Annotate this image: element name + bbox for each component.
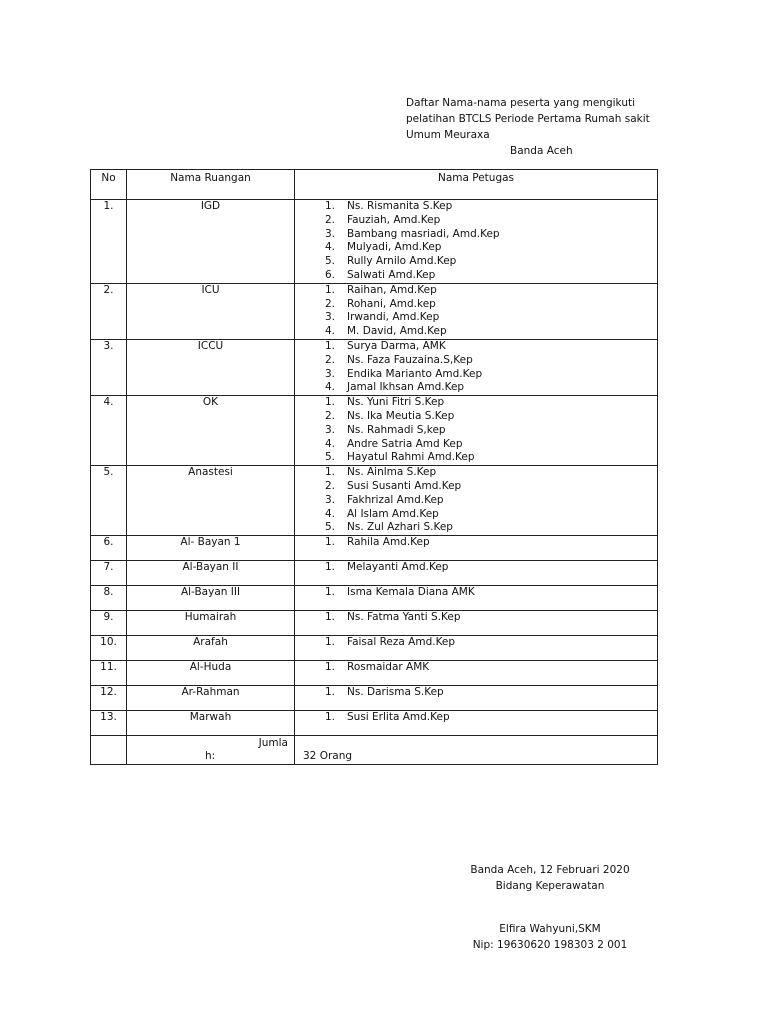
signature-department: Bidang Keperawatan — [495, 880, 605, 892]
signature-block — [440, 862, 660, 953]
row-number: 6. — [91, 536, 127, 561]
staff-list — [295, 396, 657, 465]
staff-list-item — [325, 368, 657, 382]
staff-list-item — [325, 561, 657, 575]
staff-name: Fauziah, Amd.Kep — [347, 213, 441, 226]
total-row — [91, 736, 658, 765]
staff-list-item — [325, 586, 657, 600]
table-row — [91, 636, 658, 661]
table-header-row — [91, 170, 658, 200]
staff-name: Rohani, Amd.kep — [347, 297, 436, 310]
staff-name: Ns. Yuni Fitri S.Kep — [347, 396, 445, 409]
staff-number: 4. — [325, 437, 336, 450]
total-value: 32 Orang — [303, 750, 353, 763]
staff-list — [295, 561, 657, 575]
staff-number: 3. — [325, 311, 336, 324]
staff-list-item — [325, 325, 657, 339]
staff-number: 2. — [325, 353, 336, 366]
staff-number: 5. — [325, 521, 336, 534]
row-number: 11. — [91, 661, 127, 686]
staff-number: 1. — [325, 636, 336, 649]
staff-name: Rosmaidar AMK — [347, 661, 430, 674]
staff-list-item — [325, 636, 657, 650]
staff-list-item — [325, 424, 657, 438]
staff-number: 5. — [325, 451, 336, 464]
staff-number: 1. — [325, 561, 336, 574]
staff-list-item — [325, 661, 657, 675]
staff-list — [295, 536, 657, 550]
staff-cell — [295, 611, 658, 636]
staff-list-item — [325, 241, 657, 255]
staff-number: 4. — [325, 507, 336, 520]
staff-cell — [295, 339, 658, 395]
staff-number: 3. — [325, 493, 336, 506]
table-row — [91, 661, 658, 686]
staff-list-item — [325, 711, 657, 725]
table-row — [91, 561, 658, 586]
staff-list — [295, 686, 657, 700]
table-row — [91, 466, 658, 536]
table-body — [91, 200, 658, 736]
signature-name: Elfira Wahyuni,SKM — [499, 923, 601, 935]
staff-list-item — [325, 480, 657, 494]
room-name: Humairah — [127, 611, 295, 636]
staff-number: 4. — [325, 325, 336, 338]
staff-name: Mulyadi, Amd.Kep — [347, 241, 442, 254]
room-name: OK — [127, 396, 295, 466]
staff-number: 2. — [325, 479, 336, 492]
staff-number: 6. — [325, 268, 336, 281]
staff-number: 1. — [325, 466, 336, 479]
staff-name: Ns. Fatma Yanti S.Kep — [347, 611, 461, 624]
staff-number: 1. — [325, 396, 336, 409]
row-number: 9. — [91, 611, 127, 636]
staff-list-item — [325, 214, 657, 228]
staff-cell — [295, 686, 658, 711]
row-number: 10. — [91, 636, 127, 661]
staff-list-item — [325, 255, 657, 269]
staff-list-item — [325, 269, 657, 283]
signature-nip: Nip: 19630620 198303 2 001 — [472, 939, 628, 951]
staff-number: 2. — [325, 297, 336, 310]
header-city: Banda Aceh — [510, 145, 573, 157]
row-number: 7. — [91, 561, 127, 586]
room-name: ICU — [127, 283, 295, 339]
staff-number: 1. — [325, 339, 336, 352]
staff-list-item — [325, 354, 657, 368]
row-number: 4. — [91, 396, 127, 466]
staff-cell — [295, 466, 658, 536]
staff-name: Ns. Darisma S.Kep — [347, 686, 444, 699]
table-row — [91, 283, 658, 339]
staff-number: 4. — [325, 241, 336, 254]
staff-list-item — [325, 396, 657, 410]
staff-name: Raihan, Amd.Kep — [347, 283, 437, 296]
room-name: Al-Bayan III — [127, 586, 295, 611]
staff-number: 2. — [325, 213, 336, 226]
staff-name: Faisal Reza Amd.Kep — [347, 636, 456, 649]
table-row — [91, 611, 658, 636]
staff-cell — [295, 396, 658, 466]
room-name: Arafah — [127, 636, 295, 661]
staff-list-item — [325, 381, 657, 395]
total-label-part2: h: — [205, 750, 216, 763]
staff-name: Ns. Ainlma S.Kep — [347, 466, 437, 479]
row-number: 12. — [91, 686, 127, 711]
staff-name: Jamal Ikhsan Amd.Kep — [347, 381, 465, 394]
staff-number: 1. — [325, 611, 336, 624]
staff-number: 1. — [325, 586, 336, 599]
table-row — [91, 536, 658, 561]
header-line-1: Daftar Nama-nama peserta yang mengikuti — [406, 97, 636, 109]
staff-list-item — [325, 200, 657, 214]
room-name: Al-Huda — [127, 661, 295, 686]
row-number: 3. — [91, 339, 127, 395]
staff-cell — [295, 283, 658, 339]
staff-name: Melayanti Amd.Kep — [347, 561, 449, 574]
staff-name: Susi Susanti Amd.Kep — [347, 479, 462, 492]
staff-list-item — [325, 228, 657, 242]
staff-number: 3. — [325, 367, 336, 380]
header-line-3: Umum Meuraxa — [406, 129, 490, 141]
staff-list-item — [325, 284, 657, 298]
staff-name: Surya Darma, AMK — [347, 339, 446, 352]
table-row — [91, 586, 658, 611]
staff-number: 1. — [325, 283, 336, 296]
staff-name: Isma Kemala Diana AMK — [347, 586, 475, 599]
staff-name: Irwandi, Amd.Kep — [347, 311, 440, 324]
staff-list-item — [325, 311, 657, 325]
header-line-2: pelatihan BTCLS Periode Pertama Rumah sakit — [406, 113, 650, 125]
staff-number: 3. — [325, 423, 336, 436]
signature-space — [440, 894, 660, 921]
header-staff: Nama Petugas — [295, 170, 658, 200]
staff-name: Ns. Zul Azhari S.Kep — [347, 521, 453, 534]
staff-cell — [295, 561, 658, 586]
staff-number: 4. — [325, 381, 336, 394]
total-value-cell — [295, 736, 658, 765]
staff-name: Rahila Amd.Kep — [347, 536, 430, 549]
staff-cell — [295, 586, 658, 611]
staff-list — [295, 661, 657, 675]
staff-number: 1. — [325, 661, 336, 674]
staff-list-item — [325, 508, 657, 522]
staff-list-item — [325, 340, 657, 354]
staff-name: Ns. Rismanita S.Kep — [347, 200, 453, 212]
staff-name: Salwati Amd.Kep — [347, 268, 436, 281]
staff-list-item — [325, 451, 657, 465]
staff-list-item — [325, 611, 657, 625]
staff-name: Ns. Faza Fauzaina.S,Kep — [347, 353, 473, 366]
document-header — [406, 95, 696, 159]
staff-list — [295, 586, 657, 600]
staff-number: 3. — [325, 227, 336, 240]
staff-name: Endika Marianto Amd.Kep — [347, 367, 483, 380]
room-name: Marwah — [127, 711, 295, 736]
room-name: Anastesi — [127, 466, 295, 536]
staff-list-item — [325, 536, 657, 550]
staff-list-item — [325, 410, 657, 424]
staff-name: Ns. Rahmadi S,kep — [347, 423, 446, 436]
room-name: Al-Bayan II — [127, 561, 295, 586]
staff-number: 1. — [325, 200, 336, 212]
row-number: 1. — [91, 200, 127, 284]
staff-cell — [295, 536, 658, 561]
staff-name: Andre Satria Amd Kep — [347, 437, 463, 450]
room-name: ICCU — [127, 339, 295, 395]
staff-name: Bambang masriadi, Amd.Kep — [347, 227, 500, 240]
row-number: 13. — [91, 711, 127, 736]
staff-list-item — [325, 494, 657, 508]
table-row — [91, 711, 658, 736]
staff-list-item — [325, 521, 657, 535]
staff-name: Susi Erlita Amd.Kep — [347, 711, 450, 724]
participants-table — [90, 169, 658, 765]
staff-list — [295, 284, 657, 339]
staff-list-item — [325, 438, 657, 452]
staff-name: Hayatul Rahmi Amd.Kep — [347, 451, 475, 464]
staff-list-item — [325, 298, 657, 312]
table-row — [91, 339, 658, 395]
table-row — [91, 396, 658, 466]
row-number: 2. — [91, 283, 127, 339]
total-empty-cell — [91, 736, 127, 765]
staff-cell — [295, 636, 658, 661]
staff-name: Fakhrizal Amd.Kep — [347, 493, 444, 506]
header-no: No — [91, 170, 127, 200]
staff-name: Al Islam Amd.Kep — [347, 507, 439, 520]
staff-number: 1. — [325, 711, 336, 724]
staff-list — [295, 636, 657, 650]
staff-list — [295, 340, 657, 395]
staff-name: Ns. Ika Meutia S.Kep — [347, 409, 455, 422]
total-label-part1: Jumla — [258, 737, 288, 750]
staff-number: 1. — [325, 536, 336, 549]
header-room: Nama Ruangan — [127, 170, 295, 200]
row-number: 8. — [91, 586, 127, 611]
staff-number: 1. — [325, 686, 336, 699]
staff-number: 2. — [325, 409, 336, 422]
room-name: Al- Bayan 1 — [127, 536, 295, 561]
staff-name: Rully Arnilo Amd.Kep — [347, 255, 457, 268]
staff-list-item — [325, 686, 657, 700]
table-row — [91, 200, 658, 284]
total-label-cell — [127, 736, 295, 765]
room-name: IGD — [127, 200, 295, 284]
staff-list — [295, 466, 657, 535]
staff-name: M. David, Amd.Kep — [347, 325, 447, 338]
staff-cell — [295, 711, 658, 736]
signature-place-date: Banda Aceh, 12 Februari 2020 — [470, 864, 630, 876]
staff-number: 5. — [325, 255, 336, 268]
room-name: Ar-Rahman — [127, 686, 295, 711]
staff-list — [295, 200, 657, 283]
staff-cell — [295, 200, 658, 284]
table-row — [91, 686, 658, 711]
staff-list — [295, 711, 657, 725]
staff-list — [295, 611, 657, 625]
row-number: 5. — [91, 466, 127, 536]
staff-list-item — [325, 466, 657, 480]
staff-cell — [295, 661, 658, 686]
